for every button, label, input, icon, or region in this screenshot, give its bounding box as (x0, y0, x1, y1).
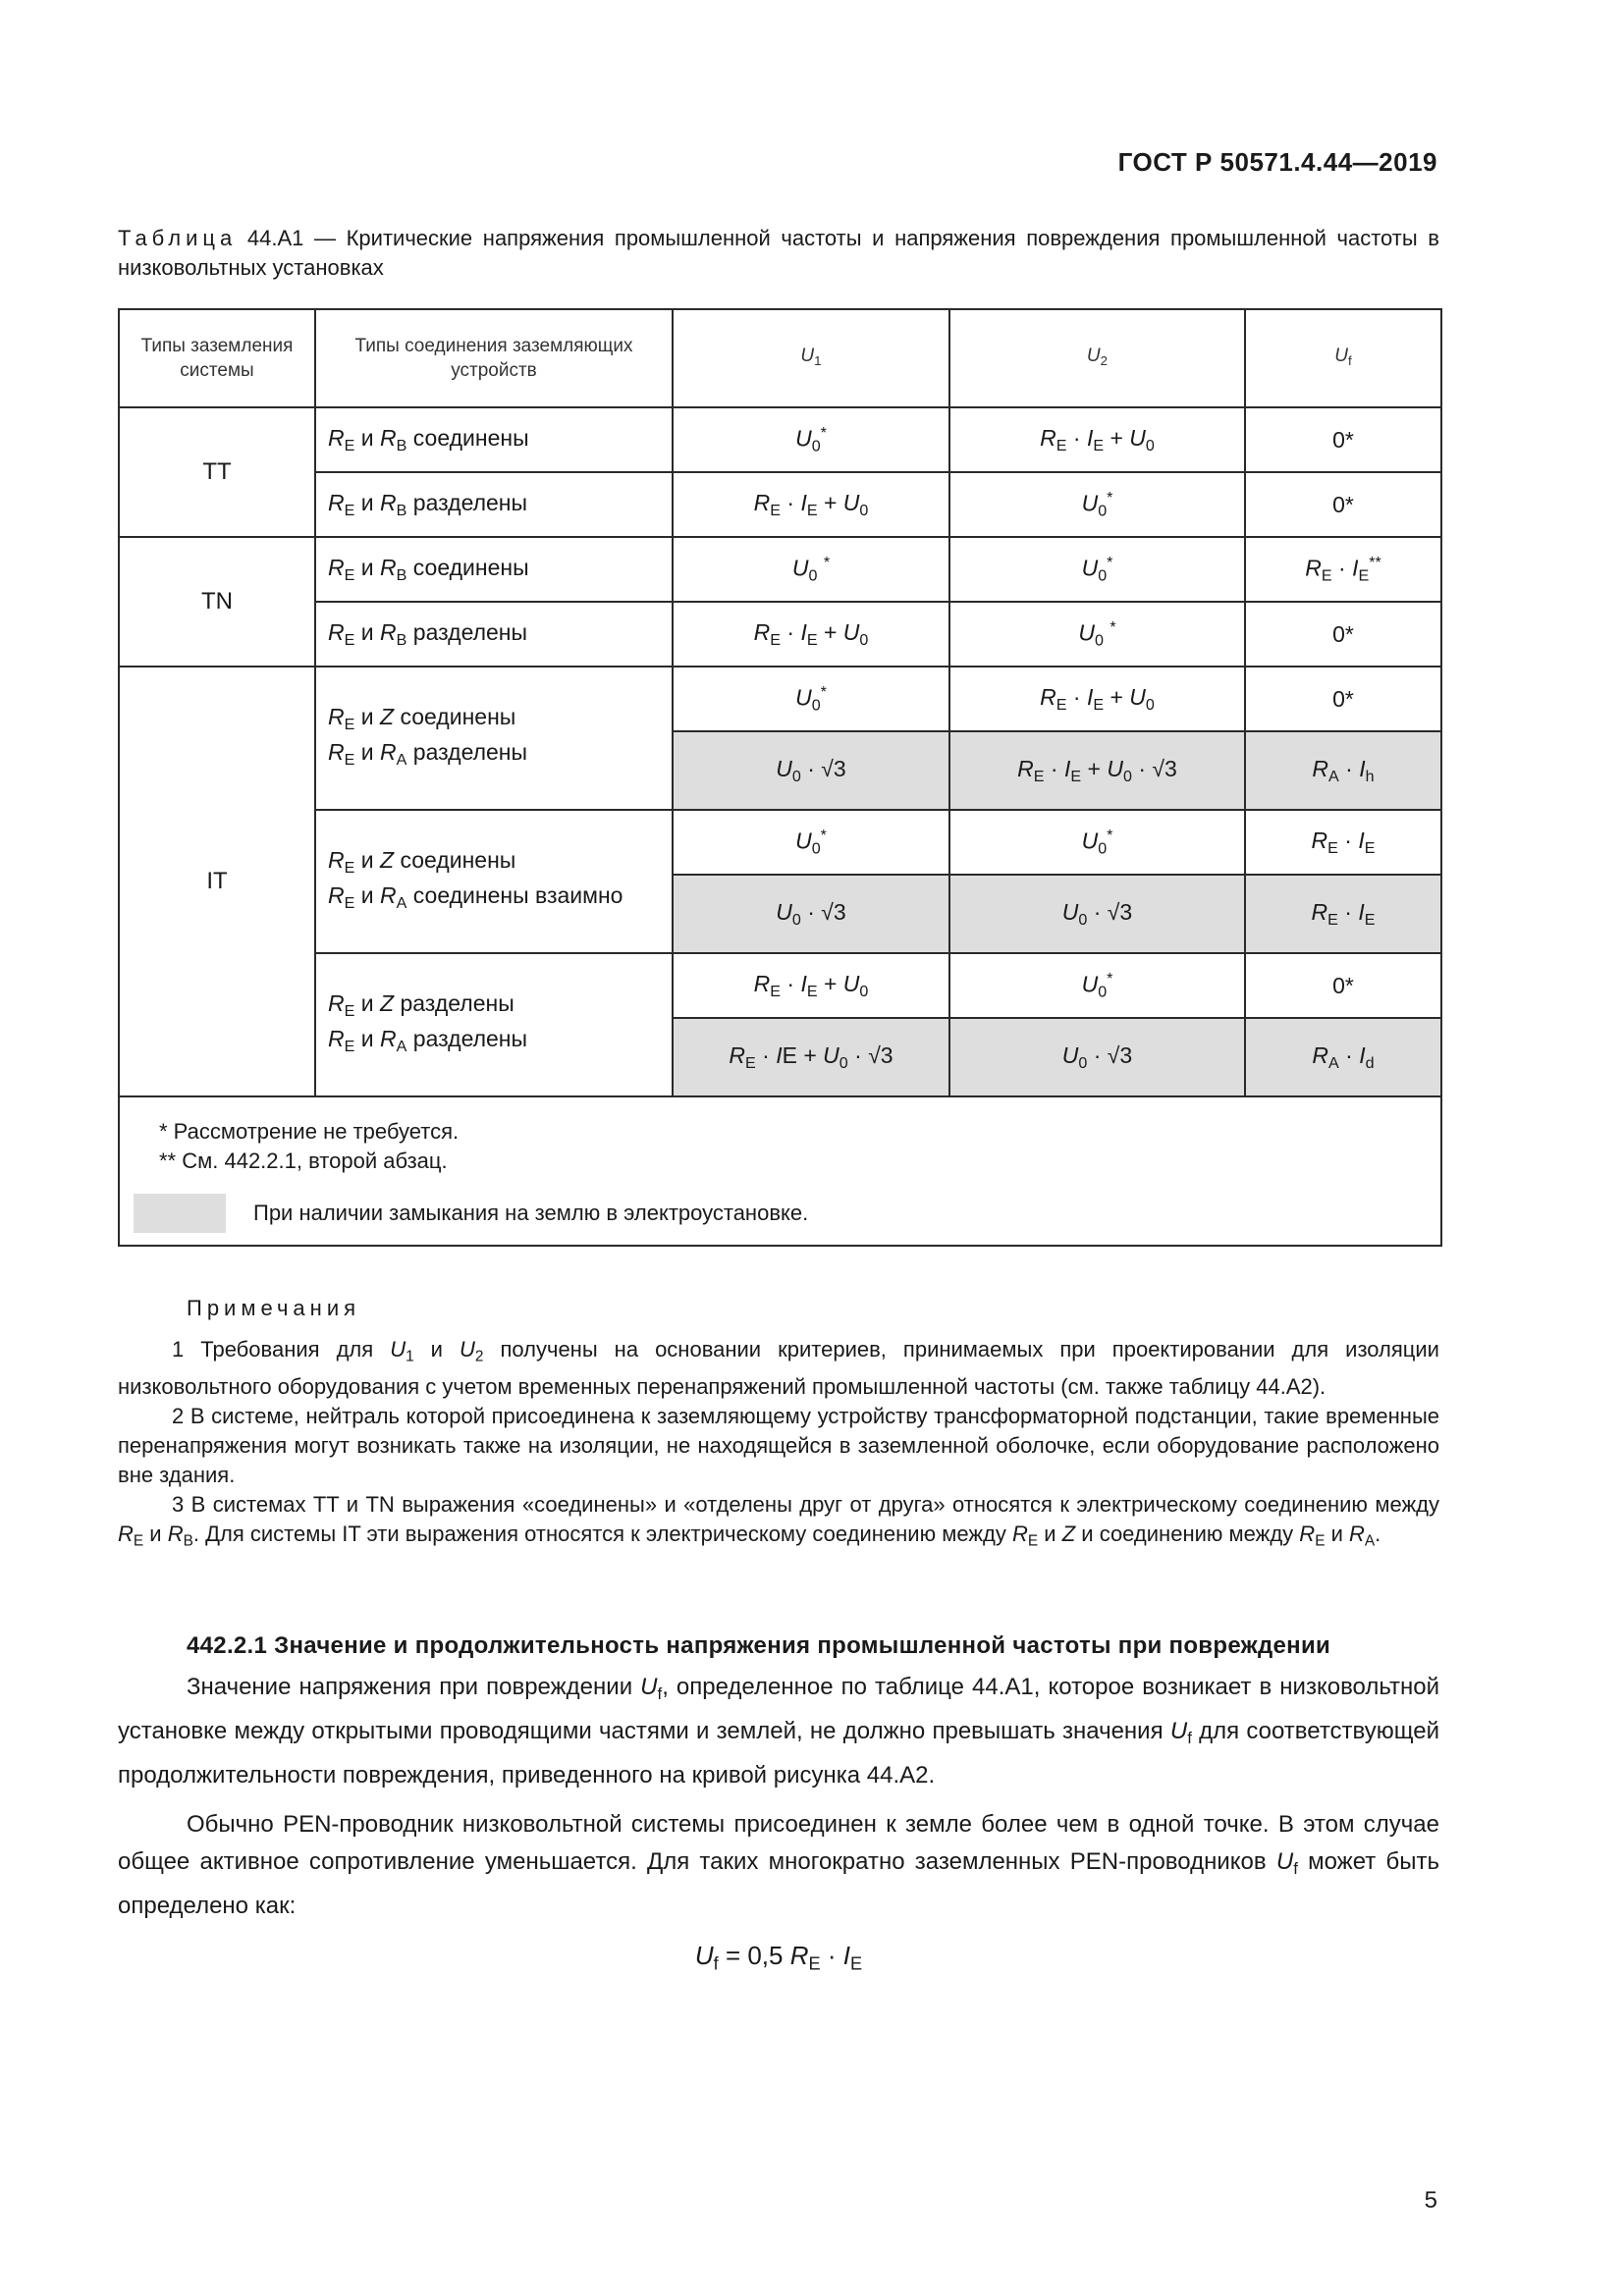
header-system-type: Типы заземления системы (119, 309, 315, 407)
uf-cell: 0* (1245, 407, 1441, 472)
u1-cell: $U_0^*$ (673, 810, 949, 875)
uf-cell: $R_E \cdot I_E$ (1245, 810, 1441, 875)
footnote-star: * Рассмотрение не требуется. (159, 1119, 460, 1144)
u1-cell: $U_0^*$ (673, 407, 949, 472)
u1-cell: $R_E \cdot I_E + U_0$ (673, 472, 949, 537)
header-uf: $U_f$ (1245, 309, 1441, 407)
formula: $U_f = 0,5$ $R_E \cdot I_E$ (694, 1941, 863, 1974)
u1-cell: $R_E \cdot I_E + U_0$ (673, 602, 949, 667)
u2-cell-fault: $U_0 \cdot √3$ (949, 1018, 1245, 1096)
connection-cell: $R_E$ и $R_B$ разделены (315, 472, 673, 537)
table-footnotes (119, 1096, 1441, 1246)
section-442-2-1 (118, 1629, 1439, 1983)
u1-cell-fault: $R_E$ · IE + $U_0 \cdot √3$ (673, 1018, 949, 1096)
connection-cell: $R_E$ и $R_B$ соединены (315, 407, 673, 472)
u2-cell: $U_0^*$ (949, 810, 1245, 875)
table-row (119, 810, 1441, 875)
header-u2: $U_2$ (949, 309, 1245, 407)
u2-cell: $U_0^*$ (949, 953, 1245, 1018)
legend (159, 1194, 1401, 1233)
table-caption (118, 224, 1439, 283)
u2-cell: $U_0^*$ (949, 472, 1245, 537)
note-2: 2 В системе, нейтраль которой присоединена к заземляющему устройству трансформаторной подстанции, такие временные перенапряжения могут возникать также на изоляции, не находящейся в заземленной оболочке, если оборудование расположено вне здания. (118, 1403, 1439, 1487)
uf-cell: 0* (1245, 667, 1441, 731)
notes-block (118, 1294, 1439, 1556)
table-row (119, 407, 1441, 472)
caption-label: Таблица (118, 226, 238, 250)
table-footnotes-row (119, 1096, 1441, 1246)
voltage-table (118, 308, 1442, 1247)
system-tt: TT (119, 407, 315, 537)
section-heading: 442.2.1 Значение и продолжительность напряжения промышленной частоты при повреждении (187, 1632, 1331, 1659)
footnote-double-star: ** См. 442.2.1, второй абзац. (159, 1148, 448, 1173)
note-3: 3 В системах TT и TN выражения «соединены» и «отделены друг от друга» относятся к электрическому соединению между $R_E$ и $R_B$. Для системы IT эти выражения относятся к электрическому соединению между $R_E$ и Z и соединению между $R_E$ и $R_A$. (118, 1491, 1439, 1550)
caption-text: 44.А1 — Критические напряжения промышленной частоты и напряжения повреждения промышленной частоты в низковольтных установках (118, 226, 1439, 280)
system-tn: TN (119, 537, 315, 667)
u2-cell: $R_E \cdot I_E + U_0$ (949, 407, 1245, 472)
u2-cell-fault: $R_E \cdot I_E + U_0 \cdot √3$ (949, 731, 1245, 810)
connection-cell: $R_E$ и Z соединены $R_E$ и $R_A$ разделены (315, 667, 673, 810)
table-row (119, 953, 1441, 1018)
document-id: ГОСТ Р 50571.4.44—2019 (1117, 147, 1437, 177)
u2-cell: $R_E \cdot I_E + U_0$ (949, 667, 1245, 731)
system-it: IT (119, 667, 315, 1096)
uf-cell-fault: $R_A \cdot I_d$ (1245, 1018, 1441, 1096)
table-row (119, 472, 1441, 537)
u1-cell: $R_E \cdot I_E + U_0$ (673, 953, 949, 1018)
uf-cell: 0* (1245, 472, 1441, 537)
legend-text: При наличии замыкания на землю в электроустановке. (253, 1201, 809, 1225)
table-row (119, 667, 1441, 731)
legend-swatch (134, 1194, 226, 1233)
uf-cell: 0* (1245, 953, 1441, 1018)
notes-title: Примечания (187, 1296, 361, 1320)
uf-cell: 0* (1245, 602, 1441, 667)
note-1: 1 Требования для $U_1$ и $U_2$ получены на основании критериев, принимаемых при проектировании для изоляции низковольтного оборудования с учетом временных перенапряжений промышленной частоты (см. также таблицу 44.А2). (118, 1337, 1439, 1399)
u1-cell-fault: $U_0 \cdot √3$ (673, 731, 949, 810)
connection-cell: $R_E$ и Z разделены $R_E$ и $R_A$ разделены (315, 953, 673, 1096)
table-row (119, 602, 1441, 667)
uf-cell-fault: $R_A \cdot I_h$ (1245, 731, 1441, 810)
table-header-row (119, 309, 1441, 407)
connection-cell: $R_E$ и $R_B$ соединены (315, 537, 673, 602)
u1-cell-fault: $U_0 \cdot √3$ (673, 875, 949, 953)
u2-cell: $U_0^*$ (949, 537, 1245, 602)
uf-cell-fault: $R_E \cdot I_E$ (1245, 875, 1441, 953)
header-u1: $U_1$ (673, 309, 949, 407)
table-row (119, 537, 1441, 602)
u2-cell-fault: $U_0 \cdot √3$ (949, 875, 1245, 953)
connection-cell: $R_E$ и $R_B$ разделены (315, 602, 673, 667)
u1-cell: $U_0^*$ (673, 667, 949, 731)
uf-cell: $R_E \cdot I_E^{**}$ (1245, 537, 1441, 602)
u1-cell: $U_0$ * (673, 537, 949, 602)
u2-cell: $U_0$ * (949, 602, 1245, 667)
section-paragraph-2: Обычно PEN-проводник низковольтной системы присоединен к земле более чем в одной точке. В этом случае общее активное сопротивление уменьшается. Для таких многократно заземленных PEN-проводников $U_f$ может быть определено как: (118, 1811, 1439, 1920)
section-paragraph-1: Значение напряжения при повреждении $U_f$, определенное по таблице 44.А1, которое возникает в низковольтной установке между открытыми проводящими частями и землей, не должно превышать значения $U_f$ для соответствующей продолжительности повреждения, приведенного на кривой рисунка 44.А2. (118, 1674, 1439, 1789)
page-number: 5 (1424, 2187, 1437, 2214)
header-connection-type: Типы соединения заземляющих устройств (315, 309, 673, 407)
connection-cell: $R_E$ и Z соединены $R_E$ и $R_A$ соединены взаимно (315, 810, 673, 953)
